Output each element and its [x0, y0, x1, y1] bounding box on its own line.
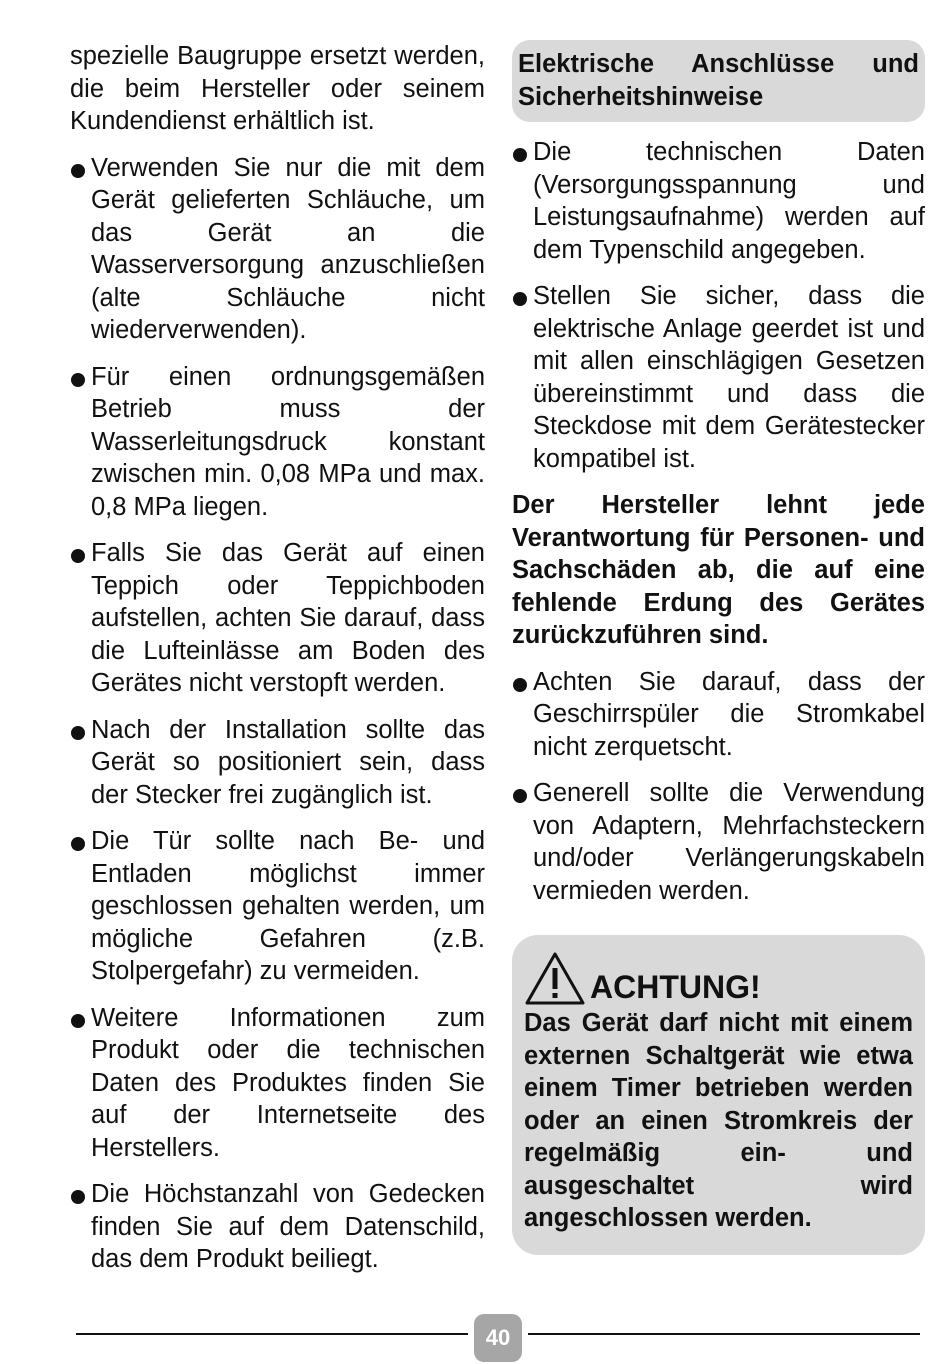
lead-paragraph: spezielle Baugruppe ersetzt werden, die beim Hersteller oder seinem Kundendienst erhältlich ist. — [70, 42, 485, 135]
list-item: Achten Sie darauf, dass der Geschirrspüler die Stromkabel nicht zerquetscht. — [512, 666, 925, 764]
list-item: Die Höchstanzahl von Gedecken finden Sie auf dem Datenschild, das dem Produkt beiliegt. — [70, 1178, 485, 1276]
list-item: Nach der Installation sollte das Gerät so positioniert sein, dass der Stecker frei zugänglich ist. — [70, 714, 485, 812]
list-item: Verwenden Sie nur die mit dem Gerät gelieferten Schläuche, um das Gerät an die Wasserversorgung anzuschließen (alte Schläuche nicht wiederverwenden). — [70, 152, 485, 347]
warning-title: ACHTUNG! — [590, 969, 761, 1005]
footer-rule-right — [528, 1333, 920, 1335]
list-item: Für einen ordnungsgemäßen Betrieb muss der Wasserleitungsdruck konstant zwischen min. 0,08 MPa und max. 0,8 MPa liegen. — [70, 361, 485, 524]
warning-text: Das Gerät darf nicht mit einem externen Schaltgerät wie etwa einem Timer betrieben werden oder an einen Stromkreis der regelmäßig ein- und ausgeschaltet wird angeschlossen werden. — [524, 1009, 913, 1232]
list-item: Falls Sie das Gerät auf einen Teppich oder Teppichboden aufstellen, achten Sie darauf, dass die Lufteinlässe am Boden des Gerätes nicht verstopft werden. — [70, 537, 485, 700]
left-column — [70, 40, 485, 1290]
right-column — [512, 40, 925, 1255]
list-item: Die technischen Daten (Versorgungsspannung und Leistungsaufnahme) werden auf dem Typenschild angegeben. — [512, 136, 925, 266]
warning-header — [524, 947, 913, 1007]
liability-notice: Der Hersteller lehnt jede Verantwortung für Personen- und Sachschäden ab, die auf eine fehlende Erdung des Gerätes zurückzuführen sind. — [512, 491, 925, 649]
list-item: Die Tür sollte nach Be- und Entladen möglichst immer geschlossen gehalten werden, um mögliche Gefahren (z.B. Stolpergefahr) zu vermeiden. — [70, 825, 485, 988]
warning-box — [512, 935, 925, 1255]
section-heading: Elektrische Anschlüsse und Sicherheitshinweise — [512, 40, 925, 122]
list-item: Weitere Informationen zum Produkt oder die technischen Daten des Produktes finden Sie auf der Internetseite des Herstellers. — [70, 1002, 485, 1165]
warning-triangle-icon — [524, 951, 586, 1007]
list-item: Stellen Sie sicher, dass die elektrische Anlage geerdet ist und mit allen einschlägigen Gesetzen übereinstimmt und dass die Steckdose mit dem Gerätestecker kompatibel ist. — [512, 280, 925, 475]
list-item: Generell sollte die Verwendung von Adaptern, Mehrfachsteckern und/oder Verlängerungskabeln vermieden werden. — [512, 777, 925, 907]
footer-rule-left — [76, 1333, 468, 1335]
page-number: 40 — [474, 1314, 522, 1362]
